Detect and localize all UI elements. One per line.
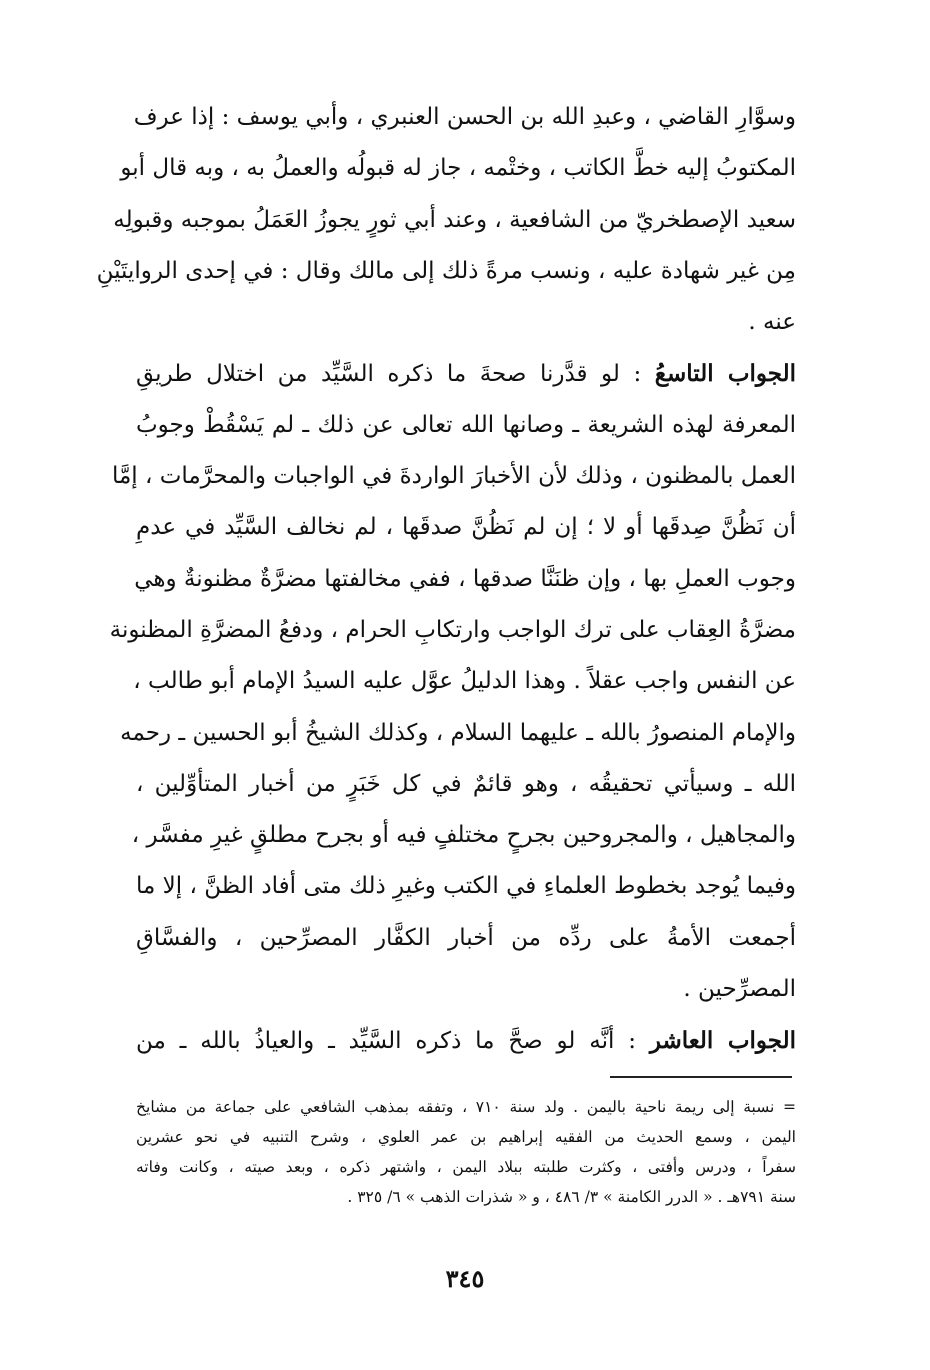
- answer9-heading: الجواب التاسعُ: [654, 360, 796, 388]
- text-line: أن نَظُنَّ صِدقَها أو لا ؛ إن لم نَظُنَّ صدقَها ، لم نخالف السَّيِّد في عدمِ: [136, 514, 796, 541]
- text-line: والمجاهيل ، والمجروحين بجرحٍ مختلفٍ فيه أو بجرح مطلقٍ غيرِ مفسَّر ،: [131, 822, 796, 849]
- text-line: المصرِّحين .: [683, 976, 796, 1003]
- text-line: وفيما يُوجد بخطوط العلماءِ في الكتب وغيرِ ذلك متى أفاد الظنَّ ، إلا ما: [136, 873, 796, 900]
- footnote-line: = نسبة إلى ريمة ناحية باليمن . ولد سنة ٧١٠ ، وتفقه بمذهب الشافعي على جماعة من مشايخ: [136, 1098, 797, 1116]
- text-line: سعيد الإصطخريّ من الشافعية ، وعند أبي ثورٍ يجوزُ العَمَلُ بموجبه وقبولِه: [113, 206, 796, 233]
- text-line: الله ـ وسيأتي تحقيقُه ، وهو قائمٌ في كل خَبَرٍ من أخبار المتأوِّلين ،: [136, 770, 796, 797]
- main-text: [96, 92, 796, 1067]
- footnote-line: سنة ٧٩١هـ . « الدرر الكامنة » ٣/ ٤٨٦ ، و « شذرات الذهب » ٦/ ٣٢٥ .: [347, 1188, 796, 1206]
- answer10-heading: الجواب العاشر: [649, 1027, 796, 1055]
- text-line: وجوب العملِ بها ، وإن ظنَنَّا صدقها ، ففي مخالفتها مضرَّةٌ مظنونةٌ وهي: [134, 565, 796, 592]
- answer10-text: : أنَّه لو صحَّ ما ذكره السَّيِّد ـ والعياذُ بالله ـ من: [136, 1028, 636, 1055]
- text-line: والإمام المنصورُ بالله ـ عليهما السلام ، وكذلك الشيخُ أبو الحسين ـ رحمه: [120, 719, 796, 746]
- answer9-first-line: [136, 348, 796, 399]
- text-line: وسوَّارِ القاضي ، وعبدِ الله بن الحسن العنبري ، وأبي يوسف : إذا عرف: [133, 104, 796, 130]
- answer9-text: : لو قدَّرنا صحةَ ما ذكره السَّيِّد من اختلال طريقِ: [136, 361, 642, 388]
- text-line: عن النفس واجب عقلاً . وهذا الدليلُ عوَّل عليه السيدُ الإمام أبو طالب ،: [133, 668, 796, 695]
- answer10-first-line: [136, 1015, 796, 1066]
- page-number: ٣٤٥: [445, 1264, 485, 1293]
- text-line: المعرفة لهذه الشريعة ـ وصانها الله تعالى عن ذلك ـ لم يَسْقُطْ وجوبُ: [136, 411, 796, 438]
- text-line: أجمعت الأمةُ على ردِّه من أخبار الكفَّار المصرِّحين ، والفسَّاقِ: [136, 924, 796, 951]
- footnote-divider: [610, 1076, 792, 1078]
- footnote-line: اليمن ، وسمع الحديث من الفقيه إبراهيم بن عمر العلوي ، وشرح التنبيه في نحو عشرين: [136, 1128, 796, 1146]
- footnote-block: [136, 1092, 796, 1212]
- text-line: عنه .: [748, 309, 796, 336]
- text-line: مضرَّةُ العِقاب على ترك الواجب وارتكابِ الحرام ، ودفعُ المضرَّةِ المظنونة: [109, 616, 796, 643]
- footnote-line: سفراً ، ودرس وأفتى ، وكثرت طلبته ببلاد اليمن ، واشتهر ذكره ، وبعد صيته ، وكانت وفاته: [136, 1158, 796, 1176]
- text-line: المكتوبُ إليه خطَّ الكاتب ، وختْمه ، جاز له قبولُه والعملُ به ، وبه قال أبو: [120, 155, 796, 182]
- text-line: العمل بالمظنون ، وذلك لأن الأخبارَ الواردةَ في الواجبات والمحرَّمات ، إمَّا: [111, 463, 796, 490]
- text-line: مِن غير شهادة عليه ، ونسب مرةً ذلك إلى مالك وقال : في إحدى الروايتَيْنِ: [96, 257, 796, 284]
